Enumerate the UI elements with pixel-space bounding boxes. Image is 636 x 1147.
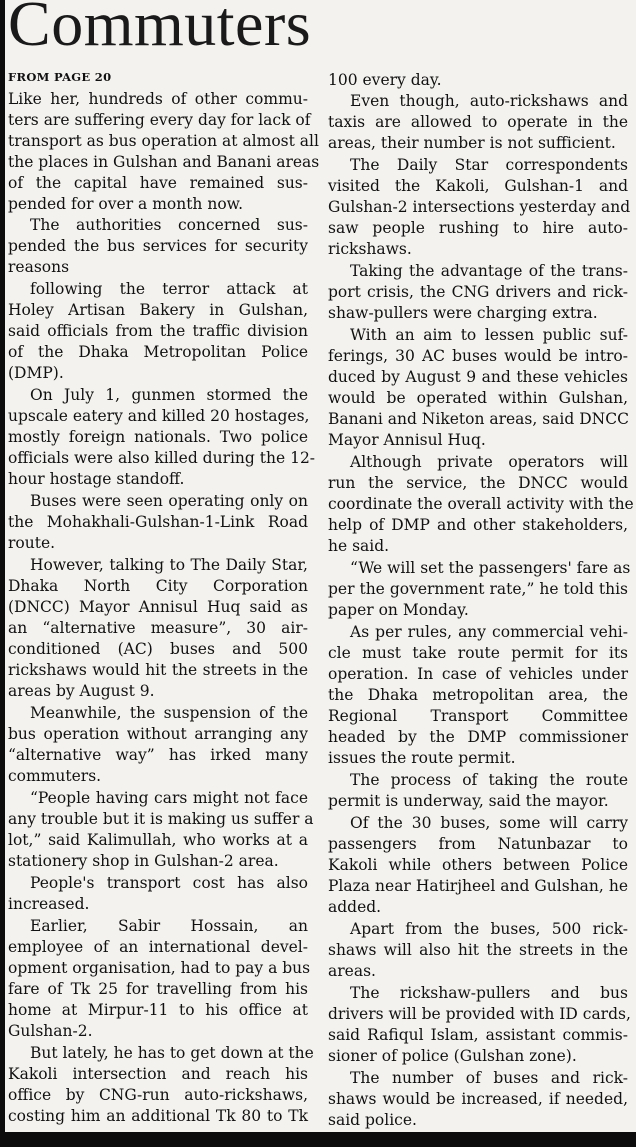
left-frame-border	[0, 0, 5, 1147]
text-line: permit is underway, said the mayor.	[328, 792, 609, 810]
text-line: transport as bus operation at almost all	[8, 132, 319, 150]
text-line: The process of taking the route	[350, 771, 628, 789]
text-line: rickshaws would hit the streets in the	[8, 661, 308, 679]
text-line: any trouble but it is making us suffer a	[8, 810, 314, 828]
text-line: run the service, the DNCC would	[328, 474, 628, 492]
text-line: As per rules, any commercial vehi-	[350, 623, 628, 641]
text-line: However, talking to The Daily Star,	[30, 556, 308, 574]
text-line: Banani and Niketon areas, said DNCC	[328, 410, 629, 428]
text-line: route.	[8, 534, 56, 552]
text-line: the Mohakhali-Gulshan-1-Link Road	[8, 513, 308, 531]
text-line: commuters.	[8, 767, 102, 785]
text-line: per the government rate,” he told this	[328, 580, 628, 598]
text-line: cle must take route permit for its	[328, 644, 628, 662]
text-line: areas, their number is not sufficient.	[328, 134, 616, 152]
text-line: coordinate the overall activity with the	[328, 495, 634, 513]
text-line: Of the 30 buses, some will carry	[350, 814, 628, 832]
text-line: stationery shop in Gulshan-2 area.	[8, 852, 279, 870]
text-line: conditioned (AC) buses and 500	[8, 640, 308, 658]
headline: Commuters	[8, 0, 312, 59]
text-line: the places in Gulshan and Banani areas	[8, 153, 320, 171]
text-line: “alternative way” has irked many	[8, 746, 308, 764]
text-line: Earlier, Sabir Hossain, an	[30, 917, 308, 935]
text-line: Like her, hundreds of other commu-	[8, 90, 308, 108]
text-line: added.	[328, 898, 382, 916]
text-line: port crisis, the CNG drivers and rick-	[328, 283, 628, 301]
text-line: increased.	[8, 895, 90, 913]
text-line: would be operated within Gulshan,	[328, 389, 628, 407]
text-line: Mayor Annisul Huq.	[328, 431, 486, 449]
text-line: areas.	[328, 962, 376, 980]
text-line: bus operation without arranging any	[8, 725, 308, 743]
from-page-kicker: FROM PAGE 20	[8, 70, 112, 84]
text-line: (DMP).	[8, 364, 64, 382]
text-line: Plaza near Hatirjheel and Gulshan, he	[328, 877, 628, 895]
text-line: The rickshaw-pullers and bus	[350, 984, 628, 1002]
text-line: “We will set the passengers' fare as	[350, 559, 631, 577]
text-line: opment organisation, had to pay a bus	[8, 959, 311, 977]
text-line: ferings, 30 AC buses would be intro-	[328, 347, 628, 365]
text-line: Kakoli intersection and reach his	[8, 1065, 308, 1083]
text-line: paper on Monday.	[328, 601, 469, 619]
text-line: shaw-pullers were charging extra.	[328, 304, 598, 322]
text-line: said police.	[328, 1111, 417, 1129]
text-line: said officials from the traffic division	[8, 322, 308, 340]
text-line: Even though, auto-rickshaws and	[350, 92, 628, 110]
text-line: visited the Kakoli, Gulshan-1 and	[328, 177, 628, 195]
text-line: headed by the DMP commissioner	[328, 728, 628, 746]
text-line: Buses were seen operating only on	[30, 492, 308, 510]
text-line: “People having cars might not face	[30, 789, 308, 807]
text-line: Gulshan-2 intersections yesterday and	[328, 198, 631, 216]
text-line: of the Dhaka Metropolitan Police	[8, 343, 308, 361]
text-line: (DNCC) Mayor Annisul Huq said as	[8, 598, 308, 616]
text-line: home at Mirpur-11 to his office at	[8, 1001, 308, 1019]
text-line: an “alternative measure”, 30 air-	[8, 619, 308, 637]
text-line: duced by August 9 and these vehicles	[328, 368, 628, 386]
text-line: The Daily Star correspondents	[350, 156, 628, 174]
text-line: Regional Transport Committee	[328, 707, 628, 725]
text-line: Holey Artisan Bakery in Gulshan,	[8, 301, 308, 319]
text-line: fare of Tk 25 for travelling from his	[8, 980, 308, 998]
text-line: said Rafiqul Islam, assistant commis-	[328, 1026, 628, 1044]
text-line: office by CNG-run auto-rickshaws,	[8, 1086, 308, 1104]
text-line: drivers will be provided with ID cards,	[328, 1005, 631, 1023]
text-line: officials were also killed during the 12-	[8, 449, 316, 467]
bottom-frame-border	[0, 1132, 636, 1147]
text-line: hour hostage standoff.	[8, 470, 185, 488]
text-line: The number of buses and rick-	[350, 1069, 628, 1087]
text-line: Although private operators will	[350, 453, 628, 471]
text-line: Kakoli while others between Police	[328, 856, 628, 874]
text-line: the Dhaka metropolitan area, the	[328, 686, 628, 704]
text-line: issues the route permit.	[328, 749, 516, 767]
text-line: reasons	[8, 258, 70, 276]
text-line: But lately, he has to get down at the	[30, 1044, 314, 1062]
text-line: Gulshan-2.	[8, 1022, 93, 1040]
text-line: rickshaws.	[328, 240, 412, 258]
text-line: costing him an additional Tk 80 to Tk	[8, 1107, 308, 1125]
text-line: pended for over a month now.	[8, 195, 244, 213]
text-line: Apart from the buses, 500 rick-	[350, 920, 628, 938]
text-line: passengers from Natunbazar to	[328, 835, 628, 853]
text-line: sioner of police (Gulshan zone).	[328, 1047, 577, 1065]
text-line: People's transport cost has also	[30, 874, 308, 892]
text-line: With an aim to lessen public suf-	[350, 326, 628, 344]
text-line: shaws will also hit the streets in the	[328, 941, 628, 959]
text-line: taxis are allowed to operate in the	[328, 113, 628, 131]
text-line: employee of an international devel-	[8, 938, 308, 956]
text-line: Dhaka North City Corporation	[8, 577, 308, 595]
text-line: he said.	[328, 537, 390, 555]
text-line: The authorities concerned sus-	[30, 216, 308, 234]
text-line: of the capital have remained sus-	[8, 174, 308, 192]
text-line: help of DMP and other stakeholders,	[328, 516, 628, 534]
text-line: Meanwhile, the suspension of the	[30, 704, 308, 722]
text-line: lot,” said Kalimullah, who works at a	[8, 831, 308, 849]
text-line: upscale eatery and killed 20 hostages,	[8, 407, 310, 425]
text-line: Taking the advantage of the trans-	[350, 262, 628, 280]
text-line: areas by August 9.	[8, 682, 155, 700]
text-line: pended the bus services for security	[8, 237, 308, 255]
text-line: 100 every day.	[328, 71, 442, 89]
text-line: shaws would be increased, if needed,	[328, 1090, 628, 1108]
text-line: saw people rushing to hire auto-	[328, 219, 628, 237]
text-line: following the terror attack at	[30, 280, 308, 298]
text-line: mostly foreign nationals. Two police	[8, 428, 308, 446]
text-line: operation. In case of vehicles under	[328, 665, 628, 683]
text-line: On July 1, gunmen stormed the	[30, 386, 308, 404]
text-line: ters are suffering every day for lack of	[8, 111, 311, 129]
